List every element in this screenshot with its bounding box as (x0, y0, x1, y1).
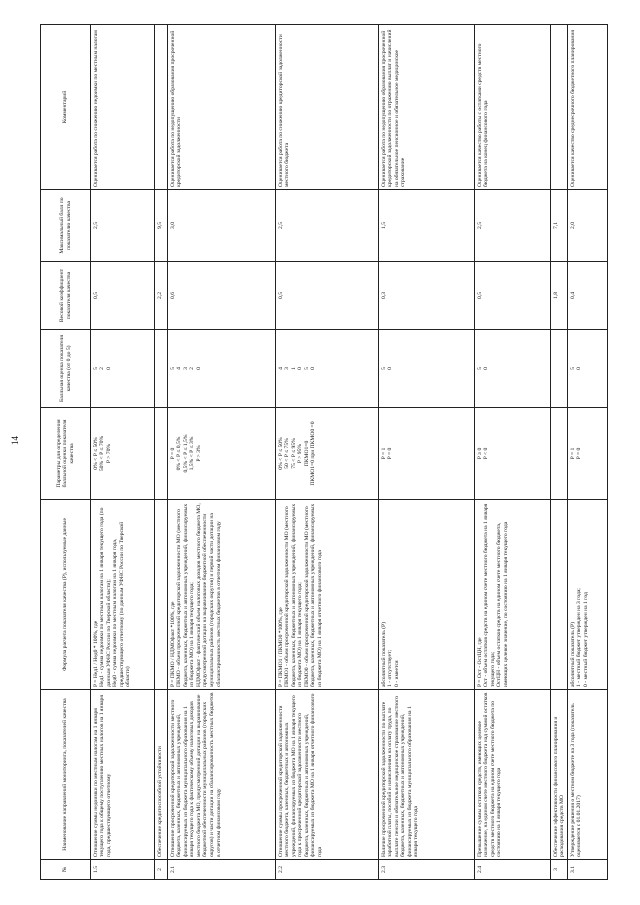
cell-max (168, 190, 276, 262)
cell-text-params: 0% < P ≤ 50% 50% < P ≤ 70% P > 70% (92, 435, 112, 472)
cell-text-formula: абсолютный показатель (P) 1 - отсутствует; 0 - имеется (380, 622, 400, 687)
col-header-name: Наименование направлений мониторинга, показателей качества (41, 690, 91, 860)
cell-text-comment: Оценивается работа по недопущению образования просроченной кредиторской задолженности (169, 30, 183, 187)
cell-text-num: 2 (156, 868, 163, 871)
cell-name (475, 690, 551, 860)
col-header-score: Балльная оценка показателя качества (от 0 до 5) (41, 330, 91, 408)
cell-text-formula: P = ПКМО / НДМОфакт *100%, где ПКМО - объем просроченной кредиторской задолженности МО (местного бюджета, казенных, бюджетных и автономных учреждений, финансируемых из бюджета МО) на 1 января текущего года; НДМОфакт - фактический объем налоговых доходов местного бюджета МО, предусмотренной дотации на выравнивание бюджетной обеспеченности муниципальных районов (городских округов) и первой части дотации на сбалансированность местных бюджетов в отчетном финансовом году (169, 503, 222, 687)
cell-text-weight: 1,8 (552, 292, 559, 299)
col-header-weight: Весовой коэффициент показателя качества (41, 262, 91, 330)
cell-num (155, 860, 168, 880)
cell-text-score: 4 3 1 0 5 0 (277, 367, 317, 370)
cell-text-score: 5 0 (569, 367, 583, 370)
cell-max (276, 190, 379, 262)
cell-params (168, 408, 276, 500)
cell-text-name: Обеспечение эффективности финансового планирования и расходования средств МО (552, 716, 566, 857)
cell-name (91, 690, 155, 860)
cell-max (379, 190, 475, 262)
cell-text-weight: 0,6 (169, 292, 176, 299)
cell-weight (276, 262, 379, 330)
col-header-formula: Формула расчета показателя качества (Р), используемые данные (41, 500, 91, 690)
cell-num (276, 860, 379, 880)
col-header-comment: Комментарий (41, 25, 91, 190)
cell-text-formula: P = Ост - ОстЦН, где Ост - объем остатков средств на едином счете местного бюджета на 1 января текущего года; ОстЦН - объем остатков средств на едином счете местного бюджета, имеющих целевое значение, по состоянию на 1 января текущего года (476, 503, 509, 687)
cell-comment (155, 25, 168, 190)
cell-name (379, 690, 475, 860)
cell-weight (475, 262, 551, 330)
cell-params (551, 408, 568, 500)
cell-text-max: 7,1 (552, 222, 559, 229)
cell-score (91, 330, 155, 408)
cell-score (155, 330, 168, 408)
cell-comment (91, 25, 155, 190)
cell-formula (551, 500, 568, 690)
cell-name (276, 690, 379, 860)
cell-text-weight: 0,3 (380, 292, 387, 299)
cell-text-num: 2.1 (169, 866, 176, 873)
cell-text-name: Отношение просроченной кредиторской задолженности местного бюджета, казенных, бюджетных и автономных учреждений, финансируемых из бюджета муниципального образования на 1 января текущего года к фактическому объему налоговых доходов местного бюджета МО, предусмотренной дотации на выравнивание бюджетной обеспеченности муниципальных районов (городских округов) и части дотации на сбалансированность местных бюджетов в отчетном финансовом году (169, 692, 222, 857)
cell-weight (168, 262, 276, 330)
cell-text-name: Обеспечение кредитоспособной устойчивости (156, 746, 163, 857)
cell-text-weight: 0,4 (569, 292, 576, 299)
cell-weight (379, 262, 475, 330)
cell-text-name: Превышение суммы остатков средств, имеющих целевое назначение, на едином счете местного бюджета над суммой остатков средств местного бюджета на едином счете местного бюджета по состоянию на 1 января текущего года (476, 692, 503, 857)
section-row (551, 25, 568, 880)
cell-name (551, 690, 568, 860)
table-row (276, 25, 379, 880)
cell-text-num: 2.3 (380, 866, 387, 873)
cell-params (568, 408, 608, 500)
cell-comment (551, 25, 568, 190)
cell-text-name: Утверждение решения о местном бюджете на 3 года (показатель оценивается с 01.01.2017) (569, 703, 583, 857)
cell-name (155, 690, 168, 860)
cell-text-name: Отношение суммы недоимки по местным налогам на 1 января текущего года к общему поступлению местных налогов на 1 января года, предшествующего отчетному (92, 695, 112, 857)
cell-score (276, 330, 379, 408)
cell-text-params: P = 0 0% < P ≤ 0,5% 0,5% < P ≤ 1,5% 1,5% < P ≤ 3% P > 3% (169, 434, 202, 473)
cell-text-weight: 0,5 (476, 292, 483, 299)
cell-num (551, 860, 568, 880)
cell-text-weight: 0,5 (92, 292, 99, 299)
table-row (168, 25, 276, 880)
cell-text-comment: Оценивается работа по снижению кредиторской задолженности местного бюджета (277, 34, 291, 187)
cell-text-max: 1,5 (380, 222, 387, 229)
cell-num (568, 860, 608, 880)
cell-params (475, 408, 551, 500)
cell-text-params: P = 1 P = 0 (380, 447, 394, 460)
cell-text-score: 5 4 3 2 0 (169, 367, 202, 370)
cell-text-num: 3 (552, 868, 559, 871)
cell-score (379, 330, 475, 408)
table-header-row (41, 25, 91, 880)
cell-comment (379, 25, 475, 190)
cell-score (568, 330, 608, 408)
cell-text-name: Наличие просроченной кредиторской задолженности по выплате заработной платы, пособий и начислениям на оплату труда, по выплате пенсии и обязательное медицинское страхование местного бюджета, казенных, бюджетных и автономных учреждений, финансируемых из бюджета муниципального образования на 1 января текущего года (380, 695, 420, 857)
cell-max (155, 190, 168, 262)
cell-num (168, 860, 276, 880)
cell-weight (155, 262, 168, 330)
table-row (379, 25, 475, 880)
cell-text-score: 5 2 0 (92, 367, 112, 370)
cell-text-num: 3.1 (569, 866, 576, 873)
col-header-params: Параметры для определения балльной оценки показателя качества (41, 408, 91, 500)
cell-max (568, 190, 608, 262)
page-number: 14 (10, 436, 20, 445)
cell-name (568, 690, 608, 860)
cell-max (475, 190, 551, 262)
cell-comment (568, 25, 608, 190)
cell-formula (475, 500, 551, 690)
cell-comment (168, 25, 276, 190)
cell-num (475, 860, 551, 880)
cell-score (168, 330, 276, 408)
cell-text-formula: P = Нед1 / Нед0 * 100%, где Нед1 - сумма недоимки по местным налогам на 1 января текущего года (по данным УФНС России по Тверской области); Нед0 - сумма недоимки по местным налогам на 1 января года, предшествующего отчетному (по данным УФНС России по Тверской области) (92, 507, 132, 687)
cell-text-num: 2.4 (476, 866, 483, 873)
cell-text-formula: абсолютный показатель (P) 1 - местный бюджет утвержден на 3 года; 0 - местный бюджет утвержден на 1 год (569, 588, 589, 687)
cell-name (168, 690, 276, 860)
cell-formula (168, 500, 276, 690)
cell-params (155, 408, 168, 500)
section-row (155, 25, 168, 880)
cell-text-score: 5 0 (380, 367, 394, 370)
cell-formula (155, 500, 168, 690)
table-row (568, 25, 608, 880)
indicator-table-sheet (40, 25, 605, 880)
cell-text-name: Отношение суммы просроченной кредиторской задолженности местного бюджета, казенных, бюджетных и автономных учреждений, финансируемых из бюджета МО на 1 января текущего года к просроченной кредиторской задолженности местного бюджета, казенных, бюджетных и автономных учреждений, финансируемых из бюджета МО на 1 января отчетного финансового года (277, 693, 324, 857)
cell-formula (568, 500, 608, 690)
cell-comment (276, 25, 379, 190)
cell-formula (91, 500, 155, 690)
cell-text-max: 3,0 (169, 222, 176, 229)
col-header-max: Максимальный балл по показателю качества (41, 190, 91, 262)
cell-max (551, 190, 568, 262)
cell-params (91, 408, 155, 500)
cell-weight (551, 262, 568, 330)
cell-text-comment: Оценивается работа по снижению недоимки по местным налогам (92, 30, 99, 187)
cell-comment (475, 25, 551, 190)
table-row (91, 25, 155, 880)
cell-weight (568, 262, 608, 330)
cell-formula (276, 500, 379, 690)
cell-params (276, 408, 379, 500)
cell-text-weight: 0,5 (277, 292, 284, 299)
cell-text-num: 2.2 (277, 866, 284, 873)
table-body (91, 25, 608, 880)
cell-text-score: 5 0 (476, 367, 490, 370)
cell-text-formula: P = ПКМО1 / ПКМО0 *100%, где ПКМО1 - объем просроченной кредиторской задолженности МО (местного бюджета, казенных, бюджетных и автономных учреждений, финансируемых из бюджета МО) на 1 января текущего года; ПКМО0 - объем просроченной кредиторской задолженности МО (местного бюджета, казенных, бюджетных и автономных учреждений, финансируемых из бюджета МО) на 1 января отчетного финансового года (277, 503, 324, 687)
cell-num (91, 860, 155, 880)
cell-num (379, 860, 475, 880)
cell-text-params: P ≥ 0 P < 0 (476, 447, 490, 460)
col-header-num: № (41, 860, 91, 880)
cell-params (379, 408, 475, 500)
cell-text-num: 1.5 (92, 866, 99, 873)
cell-score (475, 330, 551, 408)
cell-text-max: 2,5 (92, 222, 99, 229)
cell-text-max: 2,5 (476, 222, 483, 229)
cell-formula (379, 500, 475, 690)
cell-text-max: 2,0 (569, 222, 576, 229)
cell-text-max: 2,5 (277, 222, 284, 229)
indicator-table (40, 24, 608, 880)
cell-text-params: P = 1 P = 0 (569, 447, 583, 460)
cell-score (551, 330, 568, 408)
cell-weight (91, 262, 155, 330)
cell-text-max: 9,5 (156, 222, 163, 229)
cell-text-comment: Оценивается качество работы с остатками средств местного бюджета на конец финансового года (476, 43, 490, 187)
table-row (475, 25, 551, 880)
cell-text-comment: Оценивается работа по недопущению образования просроченной кредиторской задолженности по отражению выплат и начислений на обязательное пенсионное и обязательное медицинское страхование (380, 29, 407, 187)
cell-text-params: 0% < P ≤ 50% 50 < P ≤ 75% 75 < P ≤ 95% P > 95% ПКМО1=0 ПКМО1=0 при ПКМО0 =0 (277, 421, 317, 486)
cell-text-weight: 2,2 (156, 292, 163, 299)
cell-text-comment: Оценивается качество среднесрочного бюджетного планирования (569, 30, 576, 187)
cell-max (91, 190, 155, 262)
